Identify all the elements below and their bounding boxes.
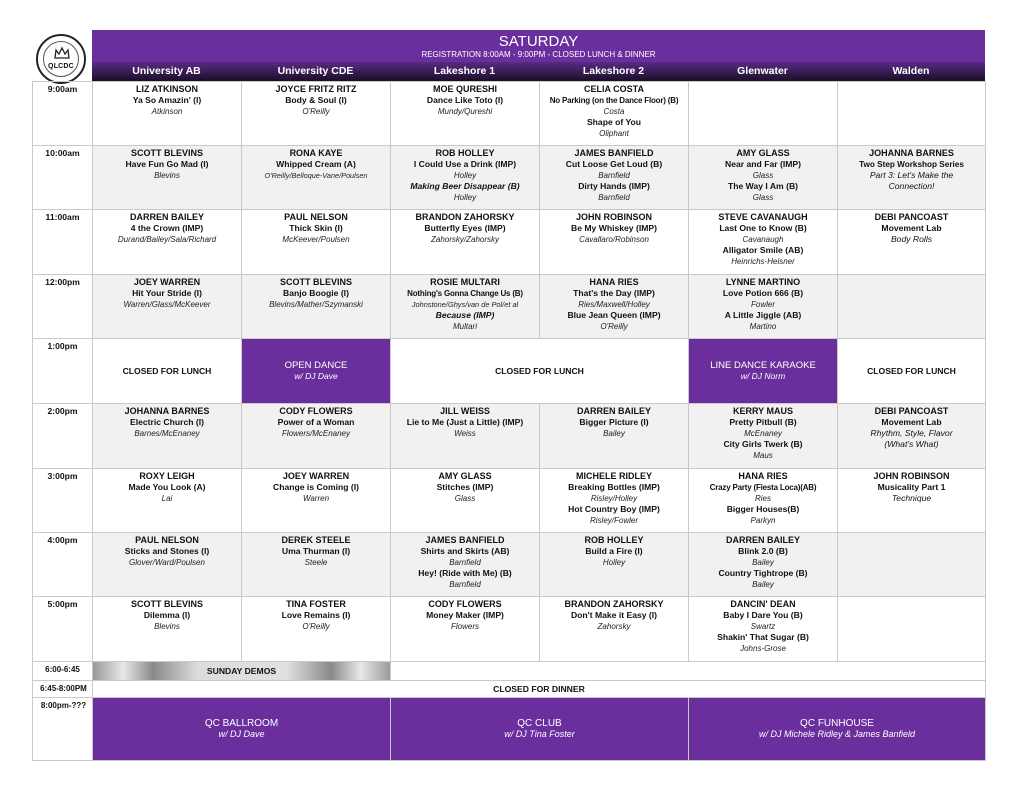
session-cell xyxy=(242,146,391,210)
dance-title: Cut Loose Get Loud (B) xyxy=(565,159,663,169)
instructor-name: JOHANNA BARNES xyxy=(869,148,954,158)
funhouse-dj: w/ DJ Michele Ridley & James Banfield xyxy=(758,729,916,739)
choreographer: Multari xyxy=(452,322,477,331)
dance-title: A Little Jiggle (AB) xyxy=(724,310,802,320)
closed-for-lunch: CLOSED FOR LUNCH xyxy=(391,339,689,404)
time-row xyxy=(33,698,986,761)
session-cell xyxy=(391,533,540,597)
session-cell xyxy=(540,469,689,533)
instructor-name: JOEY WARREN xyxy=(282,471,350,481)
dance-title: Making Beer Disappear (B) xyxy=(410,181,520,191)
dance-title: Country Tightrope (B) xyxy=(718,568,808,578)
session-cell xyxy=(689,146,838,210)
time-label: 6:00-6:45 xyxy=(33,662,93,681)
choreographer: Flowers/McEnaney xyxy=(281,429,351,438)
session-cell xyxy=(540,533,689,597)
instructor-name: AMY GLASS xyxy=(736,148,790,158)
session-cell xyxy=(838,469,986,533)
dance-title: Baby I Dare You (B) xyxy=(723,610,803,620)
time-label: 8:00pm-??? xyxy=(33,698,93,761)
open-dance-dj: w/ DJ Dave xyxy=(294,371,338,381)
room-header-glenwater: Glenwater xyxy=(688,62,837,81)
session-cell xyxy=(838,210,986,275)
workshop-topic: Body Rolls xyxy=(890,234,933,244)
session-cell xyxy=(391,82,540,146)
qc-ballroom-block xyxy=(93,698,391,761)
dance-title: Power of a Woman xyxy=(277,417,355,427)
time-label: 4:00pm xyxy=(33,533,93,597)
club-dj: w/ DJ Tina Foster xyxy=(504,729,575,739)
instructor-name: SCOTT BLEVINS xyxy=(130,148,203,158)
sunday-demos-block: SUNDAY DEMOS xyxy=(93,662,391,681)
instructor-name: MOE QURESHI xyxy=(432,84,497,94)
instructor-name: DANCIN' DEAN xyxy=(730,599,796,609)
dance-title: Whipped Cream (A) xyxy=(276,159,356,169)
workshop-topic: Part 3: Let's Make the xyxy=(869,170,954,180)
choreographer: Zahorsky xyxy=(597,622,631,631)
session-cell xyxy=(391,210,540,275)
instructor-name: PAUL NELSON xyxy=(135,535,199,545)
time-row xyxy=(33,339,986,404)
schedule-title-bar xyxy=(92,30,985,62)
instructor-name: ROXY LEIGH xyxy=(139,471,195,481)
dance-title: 4 the Crown (IMP) xyxy=(130,223,204,233)
time-row xyxy=(33,533,986,597)
instructor-name: LIZ ATKINSON xyxy=(136,84,198,94)
instructor-name: JILL WEISS xyxy=(440,406,490,416)
time-label: 6:45-8:00PM xyxy=(33,681,93,698)
choreographer: Lai xyxy=(161,494,173,503)
time-row xyxy=(33,662,986,681)
time-row xyxy=(33,82,986,146)
logo-text: QLCDC xyxy=(48,63,74,70)
instructor-name: JOYCE FRITZ RITZ xyxy=(275,84,357,94)
empty-cell xyxy=(838,597,986,662)
choreographer: Martino xyxy=(749,322,777,331)
choreographer: Blevins xyxy=(154,171,180,180)
session-cell xyxy=(242,275,391,339)
time-label: 1:00pm xyxy=(33,339,93,404)
choreographer: Barnes/McEnaney xyxy=(134,429,200,438)
dance-title: Shakin' That Sugar (B) xyxy=(717,632,809,642)
dance-title: Hey! (Ride with Me) (B) xyxy=(418,568,512,578)
choreographer: Risley/Holley xyxy=(590,494,638,503)
instructor-name: STEVE CAVANAUGH xyxy=(718,212,808,222)
instructor-name: DEBI PANCOAST xyxy=(874,406,949,416)
instructor-name: ROSIE MULTARI xyxy=(430,277,500,287)
dance-title: Nothing's Gonna Change Us (B) xyxy=(407,289,523,298)
dance-title: Be My Whiskey (IMP) xyxy=(571,223,657,233)
empty-cell xyxy=(838,533,986,597)
empty-cell xyxy=(838,82,986,146)
instructor-name: BRANDON ZAHORSKY xyxy=(415,212,515,222)
session-cell xyxy=(540,82,689,146)
session-cell xyxy=(93,404,242,469)
dance-title: Alligator Smile (AB) xyxy=(722,245,804,255)
dance-title: Have Fun Go Mad (I) xyxy=(125,159,209,169)
instructor-name: DARREN BAILEY xyxy=(725,535,800,545)
session-cell xyxy=(391,146,540,210)
dance-title: Uma Thurman (I) xyxy=(281,546,351,556)
choreographer: Glass xyxy=(752,193,774,202)
instructor-name: JOEY WARREN xyxy=(133,277,201,287)
session-cell xyxy=(242,469,391,533)
open-dance-block xyxy=(242,339,391,404)
instructor-name: JAMES BANFIELD xyxy=(425,535,505,545)
session-cell xyxy=(391,597,540,662)
choreographer: Maus xyxy=(753,451,773,460)
choreographer: Johns-Grose xyxy=(740,644,786,653)
time-label: 5:00pm xyxy=(33,597,93,662)
dance-title: Lie to Me (Just a Little) (IMP) xyxy=(406,417,524,427)
session-cell xyxy=(540,275,689,339)
choreographer: Cavanaugh xyxy=(742,235,784,244)
instructor-name: JOHANNA BARNES xyxy=(124,406,210,416)
choreographer: Zahorsky/Zahorsky xyxy=(430,235,500,244)
choreographer: Holley xyxy=(453,171,477,180)
instructor-name: LYNNE MARTINO xyxy=(725,277,801,287)
session-cell xyxy=(540,210,689,275)
qc-club-block xyxy=(391,698,689,761)
choreographer: Durand/Bailey/Sala/Richard xyxy=(117,235,217,244)
dance-title: City Girls Twerk (B) xyxy=(723,439,803,449)
dance-title: Sticks and Stones (I) xyxy=(124,546,210,556)
session-cell xyxy=(93,146,242,210)
time-label: 3:00pm xyxy=(33,469,93,533)
time-label: 12:00pm xyxy=(33,275,93,339)
session-cell xyxy=(242,533,391,597)
time-label: 9:00am xyxy=(33,82,93,146)
workshop-topic: Connection! xyxy=(888,181,935,191)
dance-title: Money Maker (IMP) xyxy=(426,610,504,620)
instructor-name: CODY FLOWERS xyxy=(279,406,353,416)
dance-title: Love Potion 666 (B) xyxy=(722,288,804,298)
choreographer: Atkinson xyxy=(151,107,183,116)
day-title: SATURDAY xyxy=(498,33,579,50)
session-cell xyxy=(689,210,838,275)
instructor-name: JOHN ROBINSON xyxy=(575,212,652,222)
instructor-name: HANA RIES xyxy=(589,277,639,287)
instructor-name: MICHELE RIDLEY xyxy=(575,471,652,481)
time-row xyxy=(33,597,986,662)
choreographer: Bailey xyxy=(603,429,625,438)
session-cell xyxy=(391,404,540,469)
choreographer: Blevins/Mather/Szymanski xyxy=(269,300,363,309)
dance-title: Bigger Picture (I) xyxy=(579,417,649,427)
choreographer: Steele xyxy=(304,558,328,567)
dance-title: Hot Country Boy (IMP) xyxy=(568,504,660,514)
karaoke-dj: w/ DJ Norm xyxy=(740,371,786,381)
funhouse-title: QC FUNHOUSE xyxy=(800,718,874,729)
instructor-name: PAUL NELSON xyxy=(284,212,348,222)
choreographer: Parkyn xyxy=(750,516,776,525)
empty-cell xyxy=(838,275,986,339)
dance-title: Ya So Amazin' (I) xyxy=(132,95,202,105)
choreographer: Oliphant xyxy=(599,129,629,138)
choreographer: McKeever/Poulsen xyxy=(282,235,350,244)
ballroom-title: QC BALLROOM xyxy=(204,718,279,729)
dance-title: Dilemma (I) xyxy=(143,610,191,620)
choreographer: Heinrichs-Heisner xyxy=(731,257,795,266)
room-header-walden: Walden xyxy=(837,62,985,81)
ballroom-dj: w/ DJ Dave xyxy=(218,729,265,739)
session-cell xyxy=(93,82,242,146)
dance-title: Movement Lab xyxy=(881,223,942,233)
room-header-university-ab: University AB xyxy=(92,62,241,81)
dance-title: Don't Make it Easy (I) xyxy=(570,610,658,620)
crown-icon xyxy=(54,46,70,60)
choreographer: Barnfield xyxy=(598,193,630,202)
session-cell xyxy=(391,469,540,533)
time-row xyxy=(33,404,986,469)
instructor-name: DEREK STEELE xyxy=(281,535,351,545)
session-cell xyxy=(540,404,689,469)
dance-title: Banjo Boogie (I) xyxy=(283,288,349,298)
session-cell xyxy=(93,597,242,662)
choreographer: Warren/Glass/McKeever xyxy=(123,300,211,309)
closed-for-lunch: CLOSED FOR LUNCH xyxy=(93,339,242,404)
karaoke-block xyxy=(689,339,838,404)
choreographer: Warren xyxy=(302,494,330,503)
choreographer: Glover/Ward/Poulsen xyxy=(129,558,205,567)
instructor-name: ROB HOLLEY xyxy=(584,535,644,545)
session-cell xyxy=(689,469,838,533)
choreographer: Costa xyxy=(603,107,625,116)
instructor-name: DEBI PANCOAST xyxy=(874,212,949,222)
dance-title: Pretty Pitbull (B) xyxy=(729,417,797,427)
dance-title: Love Remains (I) xyxy=(281,610,351,620)
session-cell xyxy=(838,146,986,210)
session-cell xyxy=(689,275,838,339)
choreographer: O'Reilly/Belloque-Vane/Poulsen xyxy=(264,171,368,180)
session-cell xyxy=(93,533,242,597)
session-cell xyxy=(838,404,986,469)
dance-title: Dance Like Toto (I) xyxy=(426,95,504,105)
choreographer: Barnfield xyxy=(449,558,481,567)
choreographer: Fowler xyxy=(750,300,775,309)
dance-title: Made You Look (A) xyxy=(128,482,206,492)
instructor-name: DARREN BAILEY xyxy=(129,212,204,222)
choreographer: Johnstone/Ghys/van de Pol/et al xyxy=(411,300,519,309)
session-cell xyxy=(540,597,689,662)
qlcdc-logo xyxy=(36,34,86,84)
instructor-name: AMY GLASS xyxy=(438,471,492,481)
session-cell xyxy=(242,82,391,146)
choreographer: Bailey xyxy=(752,580,774,589)
choreographer: Blevins xyxy=(154,622,180,631)
session-cell xyxy=(242,210,391,275)
club-title: QC CLUB xyxy=(517,718,562,729)
dance-title: No Parking (on the Dance Floor) (B) xyxy=(549,96,679,105)
empty-cell xyxy=(689,82,838,146)
choreographer: Cavallaro/Robinson xyxy=(579,235,649,244)
time-row xyxy=(33,469,986,533)
choreographer: O'Reilly xyxy=(302,107,330,116)
instructor-name: CODY FLOWERS xyxy=(428,599,502,609)
dance-title: That's the Day (IMP) xyxy=(573,288,655,298)
dance-title: Blink 2.0 (B) xyxy=(738,546,788,556)
session-cell xyxy=(540,146,689,210)
instructor-name: SCOTT BLEVINS xyxy=(279,277,352,287)
choreographer: O'Reilly xyxy=(600,322,628,331)
room-header-lakeshore-2: Lakeshore 2 xyxy=(539,62,688,81)
dance-title: Two Step Workshop Series xyxy=(859,160,964,169)
dance-title: Dirty Hands (IMP) xyxy=(578,181,650,191)
dance-title: Musicality Part 1 xyxy=(877,482,946,492)
choreographer: O'Reilly xyxy=(302,622,330,631)
session-cell xyxy=(242,404,391,469)
dance-title: I Could Use a Drink (IMP) xyxy=(413,159,517,169)
dance-title: Last One to Know (B) xyxy=(719,223,807,233)
time-row xyxy=(33,275,986,339)
instructor-name: DARREN BAILEY xyxy=(576,406,651,416)
dance-title: Electric Church (I) xyxy=(129,417,205,427)
dance-title: Movement Lab xyxy=(881,417,942,427)
instructor-name: SCOTT BLEVINS xyxy=(130,599,203,609)
choreographer: McEnaney xyxy=(744,429,782,438)
session-cell xyxy=(93,275,242,339)
choreographer: Glass xyxy=(752,171,774,180)
choreographer: Holley xyxy=(602,558,626,567)
session-cell xyxy=(242,597,391,662)
dance-title: Thick Skin (I) xyxy=(289,223,343,233)
choreographer: Mundy/Qureshi xyxy=(437,107,493,116)
schedule-grid xyxy=(32,81,986,761)
time-label: 10:00am xyxy=(33,146,93,210)
instructor-name: CELIA COSTA xyxy=(584,84,644,94)
instructor-name: JAMES BANFIELD xyxy=(574,148,654,158)
choreographer: Ries/Maxwell/Holley xyxy=(578,300,650,309)
instructor-name: ROB HOLLEY xyxy=(435,148,495,158)
instructor-name: HANA RIES xyxy=(738,471,788,481)
closed-for-lunch: CLOSED FOR LUNCH xyxy=(838,339,986,404)
dance-title: Hit Your Stride (I) xyxy=(132,288,202,298)
choreographer: Barnfield xyxy=(449,580,481,589)
choreographer: Swartz xyxy=(750,622,776,631)
dance-title: Build a Fire (I) xyxy=(585,546,643,556)
dance-title: Breaking Bottles (IMP) xyxy=(568,482,660,492)
session-cell xyxy=(689,597,838,662)
instructor-name: JOHN ROBINSON xyxy=(873,471,950,481)
time-row xyxy=(33,210,986,275)
dance-title: The Way I Am (B) xyxy=(727,181,799,191)
choreographer: Risley/Fowler xyxy=(589,516,638,525)
instructor-name: BRANDON ZAHORSKY xyxy=(564,599,664,609)
session-cell xyxy=(93,469,242,533)
time-row xyxy=(33,146,986,210)
dance-title: Shirts and Skirts (AB) xyxy=(420,546,510,556)
instructor-name: KERRY MAUS xyxy=(732,406,793,416)
choreographer: Bailey xyxy=(752,558,774,567)
time-label: 2:00pm xyxy=(33,404,93,469)
empty-cell xyxy=(391,662,986,681)
registration-subtitle: REGISTRATION 8:00AM - 9:00PM - CLOSED LUNCH & DINNER xyxy=(421,50,656,59)
karaoke-title: LINE DANCE KARAOKE xyxy=(710,360,816,371)
room-header-university-cde: University CDE xyxy=(241,62,390,81)
dance-title: Butterfly Eyes (IMP) xyxy=(424,223,506,233)
workshop-topic: (What's What) xyxy=(884,439,939,449)
time-label: 11:00am xyxy=(33,210,93,275)
dance-title: Bigger Houses(B) xyxy=(726,504,800,514)
qc-funhouse-block xyxy=(689,698,986,761)
choreographer: Holley xyxy=(453,193,477,202)
dance-title: Crazy Party (Fiesta Loca)(AB) xyxy=(709,483,817,492)
dance-title: Blue Jean Queen (IMP) xyxy=(567,310,661,320)
choreographer: Flowers xyxy=(450,622,479,631)
dance-title: Because (IMP) xyxy=(435,310,495,320)
session-cell xyxy=(689,404,838,469)
dance-title: Shape of You xyxy=(586,117,642,127)
dance-title: Stitches (IMP) xyxy=(436,482,494,492)
dance-title: Body & Soul (I) xyxy=(285,95,347,105)
dance-title: Change is Coming (I) xyxy=(273,482,359,492)
time-row xyxy=(33,681,986,698)
workshop-topic: Technique xyxy=(891,493,932,503)
closed-for-dinner: CLOSED FOR DINNER xyxy=(93,681,986,698)
dance-title: Near and Far (IMP) xyxy=(725,159,801,169)
open-dance-title: OPEN DANCE xyxy=(284,360,348,371)
choreographer: Barnfield xyxy=(598,171,630,180)
session-cell xyxy=(93,210,242,275)
instructor-name: TINA FOSTER xyxy=(286,599,346,609)
choreographer: Glass xyxy=(454,494,476,503)
session-cell xyxy=(391,275,540,339)
session-cell xyxy=(689,533,838,597)
room-header-lakeshore-1: Lakeshore 1 xyxy=(390,62,539,81)
choreographer: Ries xyxy=(754,494,771,503)
choreographer: Weiss xyxy=(454,429,476,438)
workshop-topic: Rhythm, Style, Flavor xyxy=(870,428,953,438)
instructor-name: RONA KAYE xyxy=(289,148,343,158)
